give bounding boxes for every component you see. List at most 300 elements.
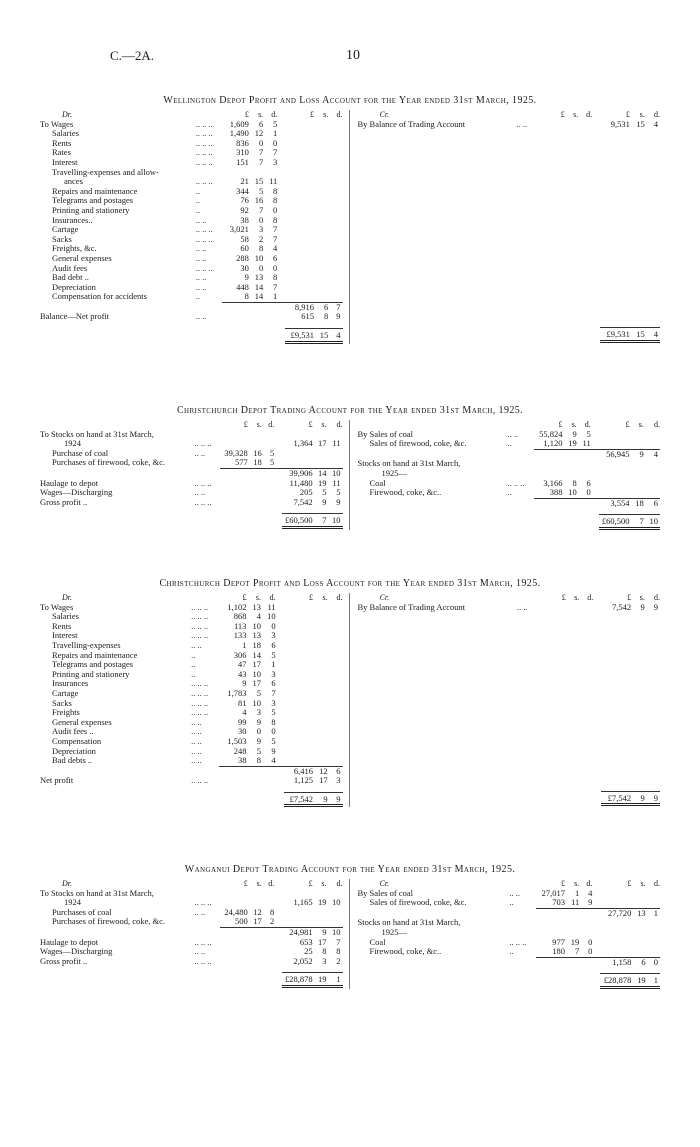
ledger-row-label: To Stocks on hand at 31st March,: [40, 429, 154, 439]
ledger-row-a2-pence: [331, 679, 343, 689]
ledger-row-a1-shillings: [251, 927, 265, 937]
ledger-row-a2-pence: [331, 631, 343, 641]
ledger-row-a2-pounds: 6,416: [284, 766, 316, 776]
ledger-row: [40, 312, 343, 322]
ledger-row-label: Repairs and maintenance: [52, 650, 138, 660]
ledger-row-label: Rents: [52, 138, 72, 148]
column-header-row: [40, 879, 343, 889]
ledger-row-a2-pounds: 11,480: [289, 477, 313, 488]
ledger-row-a2-shillings: [317, 196, 331, 206]
ledger-row-a1-pounds: [220, 957, 251, 967]
ledger-row-a1-pounds: 92: [240, 204, 249, 215]
ledger-row-a1-pence: 6: [271, 639, 276, 650]
ledger-row-a1-shillings: [252, 312, 266, 322]
ledger-row-a2-pounds: 7,542: [612, 601, 632, 612]
ledger-row-label: 1924: [64, 898, 81, 908]
ledger-row-a2-pence: [331, 756, 343, 766]
ledger-row-a2-pence: 9: [653, 601, 658, 612]
column-a1-d: d.: [587, 593, 594, 602]
ledger-row-a1-shillings: [251, 889, 265, 899]
ledger-row-a2-pence: [647, 430, 660, 440]
ledger-row-a1-pounds: 47: [237, 659, 247, 670]
ledger-row-a1-shillings: [568, 908, 582, 918]
ledger-row: [40, 129, 343, 139]
ledger-row-a2-pounds: [285, 264, 317, 274]
ledger-row-dots: .. ..: [191, 639, 202, 650]
column-a1-pound: £: [243, 420, 248, 429]
ledger-row-a1-pence: 3: [271, 668, 276, 679]
ledger-row-a2-pounds: [284, 622, 316, 632]
ledger-row-a1-pounds: 27,017: [541, 887, 565, 898]
ledger-row-a1-pence: [582, 918, 600, 928]
ledger-row-a1-shillings: 11: [568, 898, 582, 908]
ledger-row-a2-shillings: [316, 641, 331, 651]
ledger-row-a2-shillings: 12: [316, 766, 331, 776]
column-a1-s: s.: [256, 879, 262, 888]
column-a1-pound: £: [561, 593, 566, 602]
ledger-row-label: General expenses: [52, 717, 112, 727]
ledger-row-a1-pounds: [220, 498, 251, 508]
ledger-row-a1-pence: [265, 957, 283, 967]
ledger-row-a2-pounds: [285, 120, 317, 130]
ledger-row-a1-pounds: [534, 498, 566, 508]
ledger-row-a1-pounds: [536, 918, 568, 928]
cr-label: Cr.: [379, 593, 390, 602]
ledger-row-a1-pounds: [222, 312, 252, 322]
ledger-row-a2-pence: [331, 651, 343, 661]
account-title: Christchurch Depot Trading Account for the Year ended 31st March, 1925.: [176, 405, 524, 416]
ledger-spacer-row: [358, 148, 661, 158]
ledger-row-a1-pence: 5: [586, 428, 591, 439]
ledger-row-label: [40, 302, 196, 312]
ledger-row-label: Salaries: [52, 612, 79, 622]
ledger-total-row: [40, 329, 343, 343]
column-a1-pound: £: [558, 420, 563, 429]
ledger-row-a2-shillings: 19: [318, 897, 327, 908]
ledger-row-a1-shillings: 10: [252, 620, 262, 631]
ledger-row-a2-pounds: [282, 908, 315, 918]
ledger-row-a2-shillings: 9: [316, 927, 330, 937]
column-a2-pound: £: [309, 593, 314, 602]
ledger-row-dots: ..: [509, 897, 514, 908]
ledger-row-a1-pounds: 30: [240, 262, 249, 273]
ledger-row-a1-pounds: [220, 430, 251, 440]
ledger-row: [40, 196, 343, 206]
ledger-row-a2-pounds: 39,906: [282, 468, 315, 478]
ledger-row-dots: .. .. ..: [194, 438, 212, 449]
ledger-row-a2-pence: 3: [336, 775, 341, 786]
ledger-row: [358, 957, 661, 967]
ledger-row-dots: .. .. ..: [194, 897, 212, 908]
right-ledger-table: [358, 110, 661, 343]
ledger-spacer-row: [358, 660, 661, 670]
ledger-row-a2-pence: [331, 612, 343, 622]
ledger-row: [40, 479, 343, 489]
ledger-row-label: Wages—Discharging: [40, 947, 113, 957]
ledger-row-a2-pence: [649, 947, 660, 957]
ledger-row: [40, 139, 343, 149]
debit-side: [40, 420, 350, 530]
account-wanganui-trading: [40, 864, 660, 989]
ledger-total-a2-pounds: £7,542: [284, 792, 316, 806]
debit-side: [40, 110, 350, 344]
ledger-row-a1-pence: 7: [273, 147, 278, 158]
ledger-row-a2-pence: [331, 603, 343, 613]
ledger-row-a1-shillings: [568, 957, 582, 967]
ledger-row-a2-pounds: [284, 631, 316, 641]
ledger-row-a2-shillings: 5: [322, 487, 327, 498]
column-a2-d: d.: [654, 879, 660, 888]
ledger-row-a2-pounds: 615: [301, 311, 315, 322]
ledger-row-a2-pence: [649, 928, 660, 938]
ledger-spacer-row: [358, 775, 661, 785]
ledger-row-a2-pence: [331, 168, 342, 178]
ledger-row-a1-shillings: [249, 766, 264, 776]
column-a2-s: s.: [639, 593, 645, 602]
column-a1-d: d.: [271, 110, 278, 119]
ledger-row-a2-pounds: 3,554: [599, 498, 633, 508]
ledger-row-label: Coal: [369, 478, 386, 488]
ledger-total-a2-shillings: 15: [633, 328, 648, 342]
ledger-row-label: Stocks on hand at 31st March,: [357, 459, 461, 469]
ledger-row-a1-pence: 1: [273, 128, 278, 139]
column-a2-d: d.: [654, 420, 660, 429]
ledger-row-a2-shillings: [633, 459, 647, 469]
ledger-total-row: [358, 328, 661, 342]
ledger-row-a1-shillings: [565, 498, 579, 508]
ledger-row-label: Rates: [52, 148, 71, 158]
ledger-total-a1-pounds: [534, 515, 566, 529]
ledger-row-label: Cartage: [52, 688, 79, 698]
ledger-row-label: Bad debt ..: [52, 273, 89, 283]
ledger-row-a2-pounds: [600, 889, 634, 899]
ledger-row-a2-shillings: [317, 139, 331, 149]
ledger-spacer-row: [358, 254, 661, 264]
ledger-row-a2-pence: [331, 689, 343, 699]
column-a2-pound: £: [627, 879, 632, 888]
cr-label: Cr.: [379, 879, 390, 888]
ledger-row-a2-pence: [331, 283, 342, 293]
ledger-row-dots: .. ..: [194, 946, 206, 957]
column-a2-d: d.: [654, 110, 660, 119]
ledger-spacer-row: [358, 747, 661, 757]
ledger-row-a2-pounds: [285, 168, 317, 178]
ledger-row: [40, 458, 343, 468]
ledger-row-a1-pounds: 448: [236, 281, 249, 292]
ledger-row-a2-shillings: [317, 273, 331, 283]
ledger-total-a1-pence: [265, 973, 283, 987]
ledger-total-a1-shillings: [251, 973, 265, 987]
ledger-row-a2-pence: [331, 699, 343, 709]
ledger-row-a2-shillings: 9: [322, 496, 327, 507]
credit-side: [350, 110, 661, 344]
ledger-row-a1-pounds: [220, 947, 251, 957]
ledger-row-a1-pence: 9: [271, 745, 276, 756]
ledger-row-a2-shillings: [317, 216, 331, 226]
ledger-row-a1-pence: [580, 459, 599, 469]
ledger-row-a2-shillings: [316, 727, 331, 737]
left-ledger-table: [40, 110, 343, 344]
ledger-row-a1-shillings: 10: [252, 668, 262, 679]
ledger-row-a2-pence: [647, 439, 660, 449]
ledger-row-a1-shillings: 7: [568, 947, 582, 957]
ledger-row-a2-shillings: [634, 938, 648, 948]
ledger-row-dots: .. .. ..: [195, 176, 213, 187]
ledger-total-row: [40, 792, 343, 806]
ledger-row-a1-shillings: 10: [565, 488, 579, 498]
ledger-row-label: Rents: [52, 621, 72, 631]
ledger-row-a1-pounds: 3,166: [543, 477, 563, 488]
ledger-row-a2-shillings: 19: [318, 477, 327, 488]
ledger-row-a1-pence: [580, 498, 599, 508]
ledger-row: [40, 439, 343, 449]
ledger-row-a1-pounds: 4: [242, 707, 247, 718]
debit-side: [40, 879, 350, 989]
ledger-row-a1-pounds: 9: [242, 678, 247, 689]
ledger-row-label: To Wages: [40, 602, 74, 612]
ledger-row: [358, 603, 661, 613]
ledger-row-a2-shillings: [317, 264, 331, 274]
ledger-row-a2-shillings: 3: [322, 955, 327, 966]
ledger-row-label: Audit fees ..: [52, 727, 94, 737]
ledger-total-a1-pounds: [220, 973, 251, 987]
ledger-row-a2-shillings: 9: [640, 601, 645, 612]
ledger-row-dots: .. ..: [195, 272, 207, 283]
ledger-row-a1-shillings: 3: [258, 224, 264, 235]
ledger-total-a1-shillings: [249, 792, 264, 806]
ledger-row-a2-shillings: [316, 458, 330, 468]
ledger-row-a1-pounds: 58: [240, 233, 249, 244]
ledger-row-a2-shillings: [316, 670, 331, 680]
ledger-row-a2-pounds: [284, 670, 316, 680]
ledger-row-a2-pence: 9: [336, 311, 341, 322]
dr-label: Dr.: [62, 110, 73, 119]
account-christchurch-trading: [40, 405, 660, 530]
ledger-row-a1-pence: [265, 947, 283, 957]
ledger-row-a1-pence: 0: [271, 726, 276, 737]
column-a2-s: s.: [322, 593, 328, 602]
ledger-row-a1-shillings: 14: [254, 281, 264, 292]
ledger-row-label: Insurances: [52, 679, 89, 689]
ledger-spacer-row: [358, 196, 661, 206]
ledger-spacer-row: [358, 737, 661, 747]
ledger-row-a2-pounds: [285, 292, 317, 302]
ledger-row-a1-pounds: [536, 957, 568, 967]
column-a1-pound: £: [560, 110, 565, 119]
ledger-row-a1-pence: 0: [588, 936, 593, 947]
ledger-row-label: To Wages: [40, 119, 74, 129]
ledger-row-a1-pounds: 81: [237, 697, 247, 708]
ledger-spacer-row: [358, 225, 661, 235]
ledger-row-a2-pence: [331, 708, 343, 718]
ledger-row-dots: .. ..: [194, 487, 206, 498]
ledger-row-a1-pounds: [534, 459, 566, 469]
ledger-row-label: Cartage: [52, 225, 79, 235]
ledger-row-dots: [508, 459, 534, 469]
ledger-row-a1-shillings: 0: [258, 137, 264, 148]
ledger-row-a2-shillings: [634, 947, 648, 957]
ledger-row-a2-pounds: [599, 459, 633, 469]
ledger-row-a1-pence: 7: [273, 281, 278, 292]
ledger-row-a1-pence: 0: [271, 620, 276, 631]
account-columns: [40, 110, 660, 344]
ledger-row-a1-shillings: [251, 938, 265, 948]
ledger-row-a2-pounds: 7,542: [293, 496, 313, 507]
ledger-row-a2-pence: 9: [336, 496, 341, 507]
ledger-total-a2-shillings: 9: [316, 792, 331, 806]
ledger-row-a2-pence: [331, 235, 342, 245]
ledger-row-a1-shillings: 1: [575, 887, 580, 898]
ledger-row-a1-shillings: 13: [254, 272, 264, 283]
ledger-row-a1-pounds: 38: [219, 756, 250, 766]
ledger-row-a1-pounds: 306: [233, 649, 247, 660]
ledger-row-label: Haulage to depot: [40, 937, 99, 947]
ledger-row-label: Gross profit ..: [40, 497, 88, 507]
ledger-row-a2-pounds: [284, 651, 316, 661]
ledger-row-a1-pence: 8: [273, 185, 278, 196]
ledger-row-a2-shillings: [316, 699, 331, 709]
ledger-row-a1-shillings: 9: [256, 735, 262, 746]
ledger-row: [40, 187, 343, 197]
ledger-row-a1-shillings: [251, 479, 265, 489]
ledger-row-dots: .. .. ..: [509, 936, 527, 947]
ledger-row-a2-pounds: [284, 727, 316, 737]
ledger-row-a2-pence: 11: [332, 438, 341, 449]
ledger-row-a1-shillings: [568, 120, 582, 130]
ledger-row-dots: [509, 957, 536, 967]
ledger-row-a2-shillings: [317, 148, 331, 158]
account-christchurch-profit-loss: [40, 578, 660, 807]
ledger-row-a1-shillings: [249, 776, 264, 786]
ledger-row-dots: .. ..: [195, 311, 207, 322]
ledger-row-a2-pence: [330, 449, 343, 459]
ledger-total-a2-shillings: 19: [316, 973, 330, 987]
column-a1-s: s.: [571, 420, 577, 429]
ledger-row-label: Insurances..: [52, 215, 93, 225]
column-a1-d: d.: [269, 593, 276, 602]
ledger-row-dots: .. .. ..: [191, 620, 209, 631]
ledger-spacer-row: [358, 718, 661, 728]
ledger-spacer-row: [358, 727, 661, 737]
ledger-row-a2-shillings: [316, 449, 330, 459]
ledger-row: [40, 235, 343, 245]
ledger-row-a1-shillings: 2: [258, 233, 264, 244]
ledger-row-a2-shillings: [634, 889, 648, 899]
ledger-row-a1-pence: 5: [269, 447, 275, 458]
ledger-total-a1-pence: [582, 791, 601, 805]
ledger-row-dots: .. .. ..: [191, 687, 209, 698]
ledger-row: [40, 776, 343, 786]
ledger-row-a1-shillings: 7: [258, 204, 264, 215]
ledger-row-dots: [508, 449, 534, 459]
column-a2-d: d.: [336, 593, 343, 602]
ledger-row-a1-pounds: 310: [236, 147, 249, 158]
document-reference: C.—2A.: [110, 48, 155, 63]
ledger-row-a2-pence: [331, 120, 342, 130]
ledger-row-label: Interest: [52, 631, 78, 641]
ledger-row-a2-shillings: 17: [319, 775, 328, 786]
ledger-row-a2-shillings: [317, 168, 331, 178]
ledger-row-a2-pounds: [284, 718, 316, 728]
ledger-row-a1-pence: 11: [267, 601, 276, 612]
ledger-row-a2-pence: [647, 479, 660, 489]
ledger-total-a2-pence: 9: [648, 791, 660, 805]
ledger-row-a1-shillings: [252, 302, 266, 312]
left-ledger-table: [40, 420, 343, 529]
ledger-row-a1-pounds: [220, 889, 251, 899]
ledger-row-a2-shillings: [317, 292, 331, 302]
column-a2-pound: £: [308, 420, 313, 429]
ledger-row-a2-pounds: 27,720: [600, 908, 634, 918]
ledger-row-a1-shillings: [251, 957, 265, 967]
ledger-row-a1-pounds: 388: [534, 488, 566, 498]
ledger-row: [40, 120, 343, 130]
ledger-row-a2-pounds: [285, 187, 317, 197]
ledger-row-a2-pence: [330, 458, 343, 468]
ledger-spacer-row: [358, 699, 661, 709]
ledger-row-a2-pounds: [282, 449, 315, 459]
ledger-row-a1-pounds: 1,503: [227, 735, 247, 746]
column-a2-d: d.: [336, 879, 343, 888]
ledger-row-label: Telegrams and postages: [52, 660, 134, 670]
ledger-row-a2-shillings: [316, 679, 331, 689]
ledger-row-a1-shillings: 16: [253, 447, 262, 458]
ledger-row-a2-pounds: [284, 679, 316, 689]
ledger-row-a2-pence: [330, 917, 343, 927]
ledger-row-a2-shillings: 13: [634, 908, 648, 918]
ledger-row-a1-pounds: [220, 468, 251, 478]
ledger-row-a1-shillings: 6: [258, 118, 264, 129]
ledger-row-a2-pence: [331, 244, 342, 254]
ledger-spacer-row: [358, 177, 661, 187]
ledger-row-dots: .. .. ..: [191, 775, 209, 786]
ledger-row-a1-shillings: 19: [565, 439, 579, 449]
ledger-row-a1-shillings: 8: [249, 756, 264, 766]
ledger-row-a1-pence: 8: [273, 214, 278, 225]
ledger-row-a1-shillings: 18: [252, 639, 262, 650]
ledger-row-dots: ..: [507, 438, 512, 449]
ledger-row-a1-pounds: 288: [236, 252, 249, 263]
ledger-row-a1-pence: [265, 479, 283, 489]
ledger-total-a2-pounds: £7,542: [601, 791, 634, 805]
ledger-row-a1-pence: [580, 449, 599, 459]
ledger-row-label: Wages—Discharging: [40, 488, 113, 498]
ledger-total-a1-shillings: [568, 328, 582, 342]
ledger-row-a2-pence: [331, 670, 343, 680]
ledger-row-a2-pence: 11: [332, 477, 341, 488]
ledger-row-label: [40, 468, 194, 478]
ledger-row-a1-shillings: [569, 603, 583, 613]
ledger-row-label: Firewood, coke, &c..: [369, 947, 442, 957]
ledger-row-label: Printing and stationery: [52, 205, 130, 215]
ledger-row-label: 1925—: [381, 468, 407, 478]
column-a1-s: s.: [573, 110, 579, 119]
ledger-total-a2-shillings: 15: [317, 329, 331, 343]
ledger-row-a1-shillings: 19: [570, 936, 580, 947]
ledger-row: [358, 908, 661, 918]
ledger-row: [40, 292, 343, 302]
ledger-row-a1-pence: 5: [271, 649, 276, 660]
ledger-row-a1-pounds: 703: [536, 898, 568, 908]
ledger-row-label: Printing and stationery: [52, 669, 130, 679]
ledger-row-a1-pounds: 133: [233, 630, 247, 641]
ledger-row-label: Audit fees: [52, 263, 88, 273]
ledger-row-a2-pounds: [599, 488, 633, 498]
ledger-row-dots: ..: [195, 204, 200, 215]
ledger-row-a2-shillings: [316, 917, 330, 927]
ledger-row-a1-pence: [264, 766, 284, 776]
ledger-spacer-row: [358, 244, 661, 254]
